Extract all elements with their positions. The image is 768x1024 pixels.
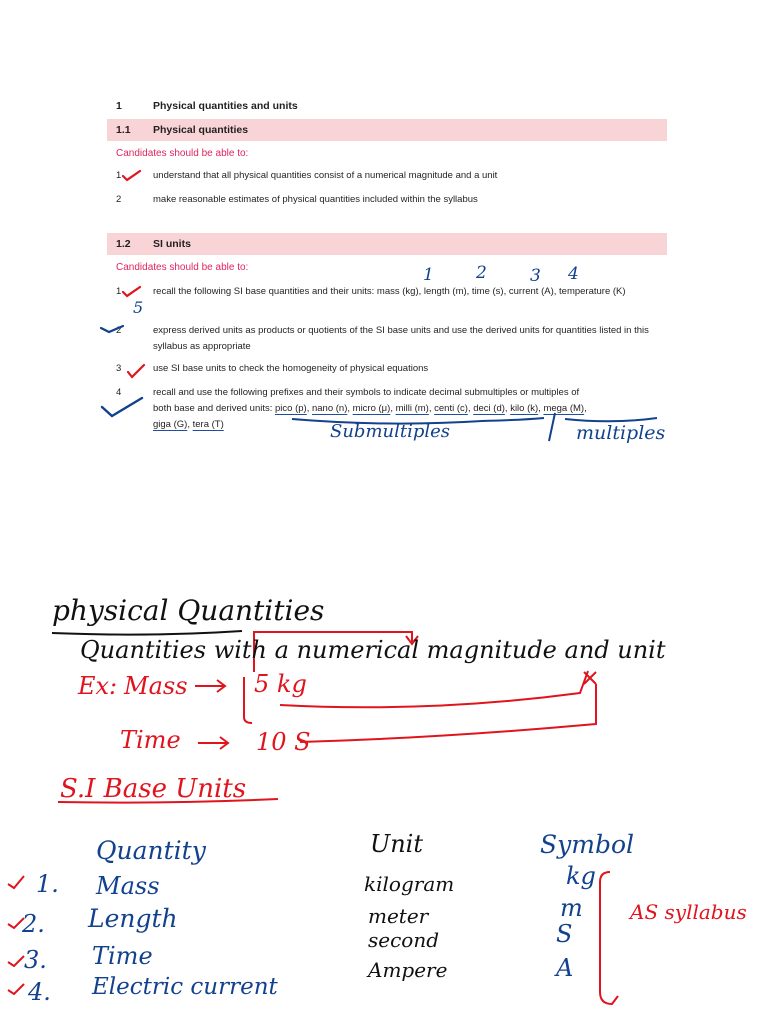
row-unit: Ampere bbox=[368, 958, 448, 982]
objective-number: 1 bbox=[116, 170, 122, 181]
prefix-centi: centi (c) bbox=[434, 403, 468, 414]
objective-number: 2 bbox=[116, 325, 122, 336]
quantity-number-2: 2 bbox=[476, 263, 487, 283]
si-base-units-heading: S.I Base Units bbox=[60, 774, 247, 804]
row-number: 3. bbox=[24, 946, 47, 974]
subsection-number: 1.2 bbox=[116, 238, 131, 250]
objective-text: understand that all physical quantities consist of a numerical magnitude and a unit bbox=[153, 170, 498, 181]
syllabus-document bbox=[0, 0, 768, 470]
subsection-band-1-1 bbox=[107, 119, 667, 141]
red-check-mark bbox=[8, 984, 24, 994]
row-quantity: Electric current bbox=[92, 974, 278, 1000]
cross-mark bbox=[584, 672, 596, 684]
prefix-tera: tera (T) bbox=[192, 419, 224, 430]
objective-text-lead: both base and derived units: bbox=[153, 403, 276, 414]
objective-number: 1 bbox=[116, 286, 122, 297]
prefix-pico: pico (p) bbox=[275, 403, 307, 414]
row-symbol: m bbox=[560, 894, 583, 922]
objective-number: 4 bbox=[116, 387, 122, 398]
prefix-kilo: kilo (k) bbox=[510, 403, 539, 414]
submultiples-label: Submultiples bbox=[330, 421, 451, 442]
subsection-title: Physical quantities bbox=[153, 124, 249, 136]
row-quantity: Time bbox=[92, 942, 153, 970]
row-number: 4. bbox=[28, 978, 51, 1006]
notes-heading: physical Quantities bbox=[52, 594, 325, 627]
prefix-mega: mega (M) bbox=[543, 403, 585, 414]
section-heading bbox=[116, 100, 298, 112]
row-unit: meter bbox=[368, 904, 429, 928]
row-symbol: A bbox=[556, 954, 574, 982]
quantity-number-5: 5 bbox=[133, 298, 144, 317]
syllabus-brace bbox=[600, 872, 618, 1004]
section-title: Physical quantities and units bbox=[153, 100, 298, 112]
subsection-title: SI units bbox=[153, 238, 191, 250]
multiples-label: multiples bbox=[576, 422, 666, 444]
prefix-milli: milli (m) bbox=[395, 403, 429, 414]
objective-text: make reasonable estimates of physical quantities included within the syllabus bbox=[153, 194, 478, 205]
objective-text: express derived units as products or quotients of the SI base units and use the derived units for quantities listed in this syllabus as appropriate bbox=[153, 325, 649, 352]
column-header-unit: Unit bbox=[370, 830, 424, 858]
objective-text: recall the following SI base quantities and their units: mass (kg), length (m), time (s), current (A), temperature (K) bbox=[153, 286, 626, 297]
candidates-intro: Candidates should be able to: bbox=[116, 262, 249, 273]
column-header-symbol: Symbol bbox=[540, 830, 635, 859]
arrow-icon bbox=[198, 737, 228, 749]
notes-definition: Quantities with a numerical magnitude and unit bbox=[80, 636, 666, 664]
objective-number: 2 bbox=[116, 194, 122, 205]
example-quantity-mass: Mass bbox=[124, 672, 188, 700]
column-header-quantity: Quantity bbox=[96, 836, 206, 865]
subsection-band-1-2 bbox=[107, 233, 667, 255]
heading-underline bbox=[52, 631, 242, 635]
row-number: 1. bbox=[36, 870, 59, 898]
red-check-mark bbox=[8, 876, 24, 888]
row-unit: kilogram bbox=[364, 872, 455, 896]
red-check-mark bbox=[8, 956, 24, 966]
example-quantity-time: Time bbox=[120, 726, 181, 754]
arrow-icon bbox=[195, 680, 225, 692]
candidates-intro: Candidates should be able to: bbox=[116, 148, 249, 159]
unit-connector bbox=[300, 684, 596, 742]
row-number: 2. bbox=[22, 910, 45, 938]
subsection-number: 1.1 bbox=[116, 124, 131, 136]
objective-text: use SI base units to check the homogeneity of physical equations bbox=[153, 363, 429, 374]
row-symbol: kg bbox=[566, 862, 596, 890]
example-prefix: Ex: bbox=[78, 672, 118, 700]
example-value-time: 10 S bbox=[256, 728, 311, 756]
row-quantity: Mass bbox=[96, 872, 160, 900]
section-number: 1 bbox=[116, 100, 122, 112]
example-value-mass: 5 kg bbox=[254, 670, 307, 698]
as-syllabus-note: AS syllabus bbox=[630, 900, 747, 924]
objective-text-line1: recall and use the following prefixes and their symbols to indicate decimal submultiples or multiples of bbox=[153, 387, 580, 398]
quantity-number-1: 1 bbox=[423, 265, 434, 285]
row-symbol: S bbox=[556, 920, 573, 948]
prefix-deci: deci (d) bbox=[473, 403, 505, 414]
prefix-giga: giga (G) bbox=[153, 419, 188, 430]
objective-number: 3 bbox=[116, 363, 122, 374]
prefix-micro: micro (μ) bbox=[352, 403, 391, 414]
row-quantity: Length bbox=[88, 904, 178, 933]
quantity-number-4: 4 bbox=[568, 264, 579, 284]
quantity-number-3: 3 bbox=[530, 266, 541, 286]
prefix-nano: nano (n) bbox=[311, 403, 348, 414]
row-unit: second bbox=[368, 928, 440, 952]
objective-text: recall and use the following prefixes and their symbols to indicate decimal submultiples or multiples of both base and derived units: pico (p), nano (n), micro (μ), milli (m), centi (c), deci (d), kilo (k), mega (M), giga (G), tera (T) bbox=[153, 387, 587, 430]
